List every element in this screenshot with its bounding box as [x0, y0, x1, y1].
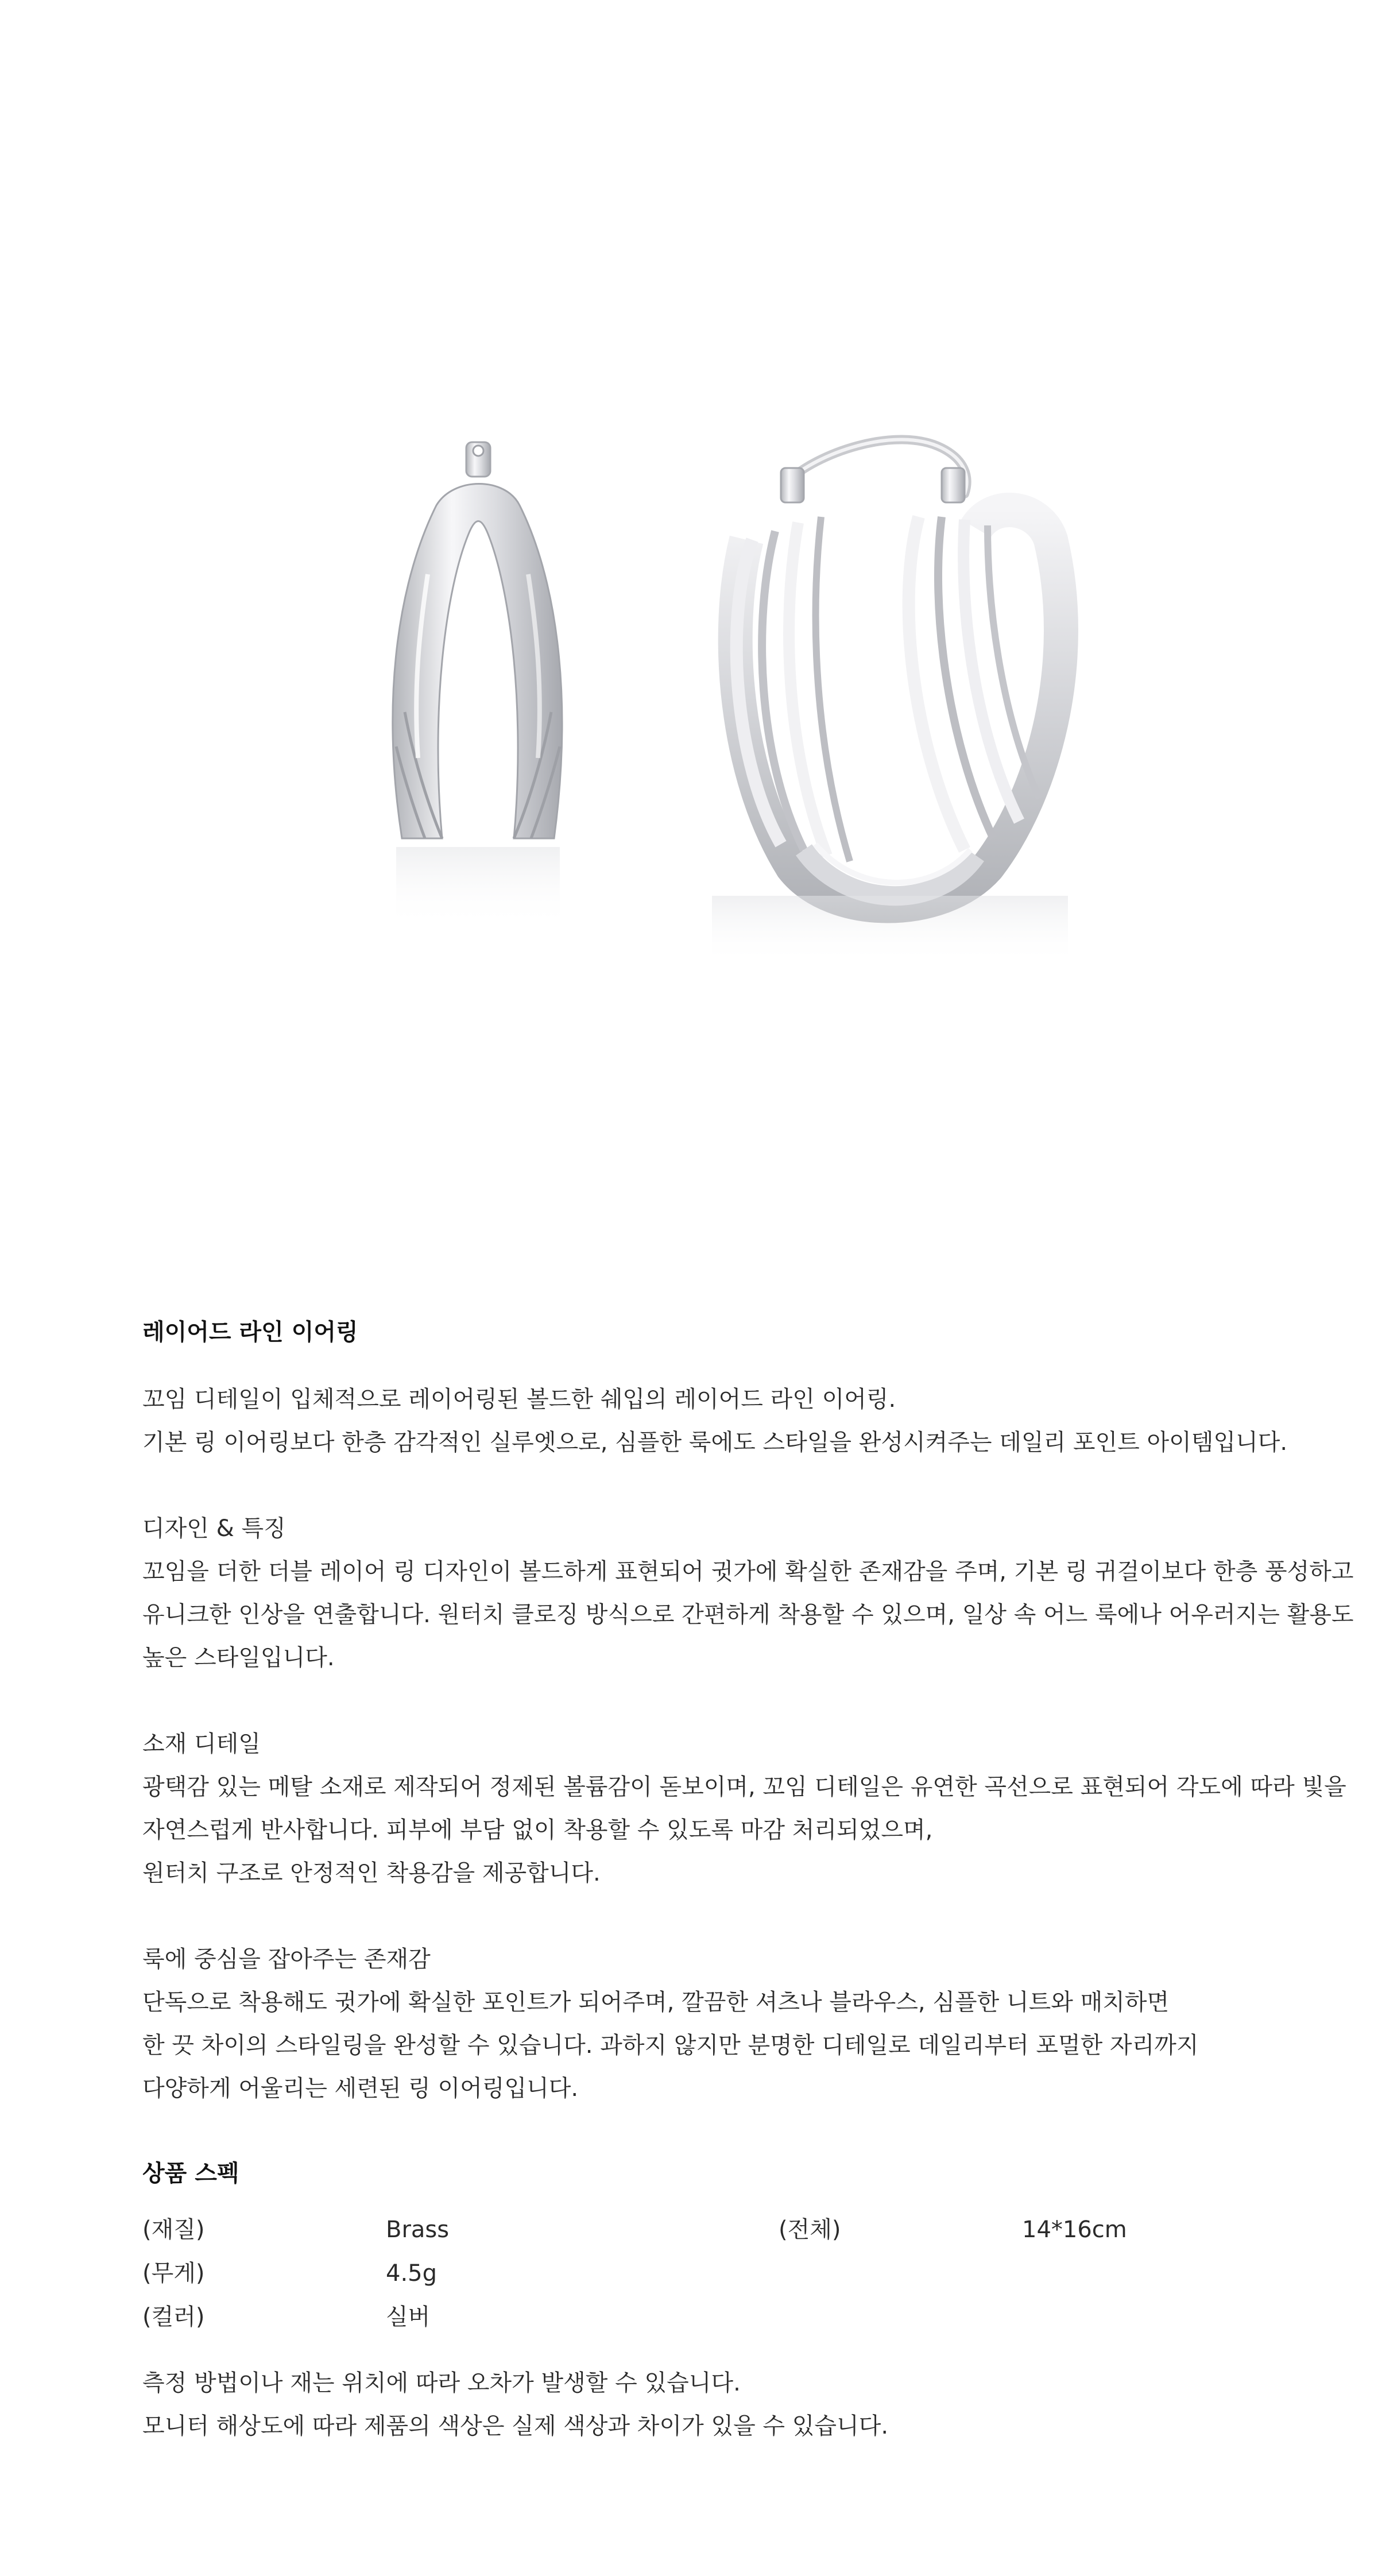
- section-heading: 소재 디테일: [142, 1731, 261, 1757]
- section-design: [142, 1507, 1354, 1680]
- spec-row: [142, 2252, 1262, 2295]
- section-heading: 디자인 & 특징: [142, 1515, 286, 1542]
- spec-table: [142, 2208, 1262, 2339]
- product-title: 레이어드 라인 이어링: [142, 1319, 358, 1345]
- section-line: 꼬임을 더한 더블 레이어 링 디자인이 볼드하게 표현되어 귓가에 확실한 존재감을 주며, 기본 링 귀걸이보다 한층 풍성하고: [142, 1558, 1354, 1585]
- note-line: 모니터 해상도에 따라 제품의 색상은 실제 색상과 차이가 있을 수 있습니다.: [142, 2413, 889, 2439]
- section-material: [142, 1723, 1346, 1895]
- spec-value: 실버: [386, 2304, 431, 2330]
- spec-value: 4.5g: [386, 2260, 438, 2287]
- spec-value: Brass: [386, 2217, 450, 2243]
- earring-front-view: [712, 439, 1068, 965]
- section-line: 광택감 있는 메탈 소재로 제작되어 정제된 볼륨감이 돋보이며, 꼬임 디테일은 유연한 곡선으로 표현되어 각도에 따라 빛을: [142, 1774, 1346, 1800]
- section-heading: 룩에 중심을 잡아주는 존재감: [142, 1946, 431, 1972]
- section-line: 자연스럽게 반사합니다. 피부에 부담 없이 착용할 수 있도록 마감 처리되었으며,: [142, 1817, 933, 1843]
- section-line: 단독으로 착용해도 귓가에 확실한 포인트가 되어주며, 깔끔한 셔츠나 블라우스, 심플한 니트와 매치하면: [142, 1989, 1170, 2016]
- section-line: 높은 스타일입니다.: [142, 1645, 335, 1671]
- note-line: 측정 방법이나 재는 위치에 따라 오차가 발생할 수 있습니다.: [142, 2370, 741, 2396]
- spec-row: [142, 2208, 1262, 2252]
- earring-side-view: [393, 442, 562, 927]
- spec-label: (무게): [142, 2260, 205, 2287]
- intro-line: 기본 링 이어링보다 한층 감각적인 실루엣으로, 심플한 룩에도 스타일을 완성시켜주는 데일리 포인트 아이템입니다.: [142, 1429, 1288, 1456]
- section-line: 원터치 구조로 안정적인 착용감을 제공합니다.: [142, 1860, 601, 1886]
- section-line: 유니크한 인상을 연출합니다. 원터치 클로징 방식으로 간편하게 착용할 수 있으며, 일상 속 어느 룩에나 어우러지는 활용도: [142, 1602, 1354, 1628]
- intro-line: 꼬임 디테일이 입체적으로 레이어링된 볼드한 쉐입의 레이어드 라인 이어링.: [142, 1386, 896, 1413]
- spec-notes: [142, 2362, 1262, 2448]
- section-styling: [142, 1938, 1262, 2110]
- product-photo: [0, 0, 1378, 1275]
- spec-value: 14*16cm: [1022, 2217, 1127, 2243]
- section-line: 한 끗 차이의 스타일링을 완성할 수 있습니다. 과하지 않지만 분명한 디테일로 데일리부터 포멀한 자리까지: [142, 2032, 1199, 2059]
- section-line: 다양하게 어울리는 세련된 링 이어링입니다.: [142, 2075, 579, 2102]
- spec-label: (전체): [779, 2217, 841, 2243]
- product-description: [142, 1315, 1354, 2448]
- spec-label: (재질): [142, 2217, 205, 2243]
- spec-row: [142, 2295, 1262, 2339]
- spec-title: 상품 스펙: [142, 2160, 239, 2187]
- spec-label: (컬러): [142, 2304, 205, 2330]
